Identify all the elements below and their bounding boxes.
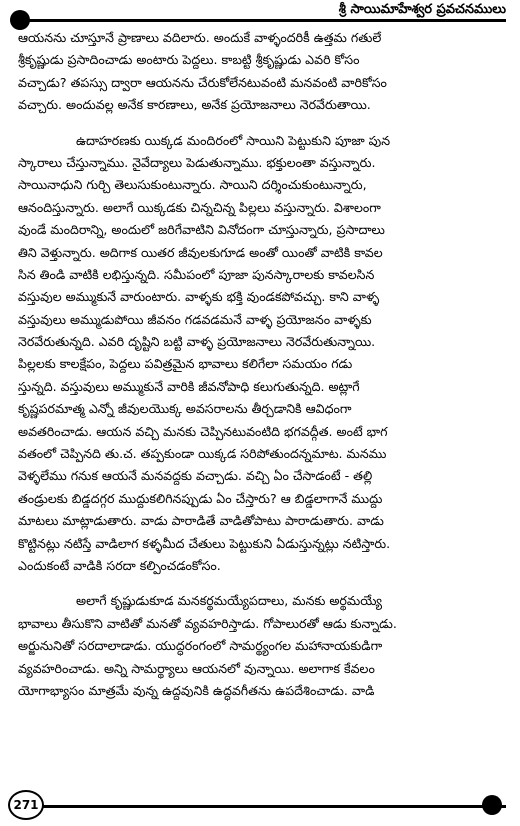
text-line: తండ్రులకు బిడ్డదగ్గర ముద్దుకలిగినప్పుడు ఏం చేస్తారు? ఆ బిడ్డలాగానే ముద్దు [18,490,383,506]
text-line: సాయినాధుని గుర్చి తెలుసుకుంటున్నారు. సాయిని దర్శించుకుంటున్నారు, [18,177,367,193]
text-line: శ్రీకృష్ణుడు ప్రసాదించాడు అంటారు పెద్దలు. కాబట్టి శ్రీకృష్ణుడు ఎవరి కోసం [18,52,360,68]
body-text [18,27,506,702]
text-line: వుండే మందిరాన్ని, అందులో జరిగేవాటిని వినోదంగా చూస్తున్నారు, ప్రసాదాలు [18,222,385,238]
text-line: అవతరించాడు. ఆయన వచ్చి మనకు చెప్పినటువంటిది భగవద్గీత. అంటే భాగ [18,423,388,439]
text-line: ఆనందిస్తున్నారు. అలాగే యిక్కడకు చిన్నచిన్న పిల్లలు వస్తున్నారు. విశాలంగా [18,199,381,215]
text-line: నెరవేరుతున్నది. ఎవరి దృష్టిని బట్టి వాళ్ళ ప్రయోజనాలు నెరవేరుతున్నాయి. [18,334,376,350]
text-line: స్కారాలు చేస్తున్నాము. నైవేద్యాలు పెడుతున్నాము. భక్తులంతా వస్తున్నారు. [18,154,376,170]
running-header: శ్రీ సాయిమాహేశ్వర ప్రవచనములు [333,0,506,19]
text-line: అలాగే కృష్ణుడుకూడ మనకర్థమయ్యేపదాలు, మనకు అర్థమయ్యే [76,593,383,609]
text-line: కృష్ణపరమాత్మ ఎన్నో జీవులయొక్క అవసరాలను తీర్చడానికి ఆవిధంగా [18,401,352,417]
page-number: 271 [8,790,44,820]
paragraph [18,590,506,702]
header-rule [18,19,506,22]
text-line: అర్జునునితో సరదాలాడాడు. యుద్ధరంగంలో సామర్థ్యంగల మహానాయకుడిగా [18,638,383,654]
text-line: ఎందుకంటే వాడికి సరదా కల్పించడంకోసం. [18,557,221,573]
footer-bullet-icon [482,795,502,815]
text-line: యోగాభ్యాసం మాత్రమే వున్న ఉద్దవునికి ఉద్ధవగీతను ఉపదేశించాడు. వాడి [18,682,375,698]
text-line: స్తున్నది. వస్తువులు అమ్ముకునే వారికి జీవనోపాధి కలుగుతున్నది. అట్లాగే [18,378,360,394]
text-line: వ్యవహరించాడు. అన్ని సామర్థ్యాలు ఆయనలో వున్నాయి. అలాగాక కేవలం [18,660,375,676]
text-line: భావాలు తీసుకొని వాటితో మనతో వ్యవహరిస్తాడు. గోపాలురతో ఆడు కున్నాడు. [18,615,397,631]
text-line: మాటలు మాట్లాడుతారు. వాడు పారాడితే వాడితోపాటు పారాడుతారు. వాడు [18,513,384,529]
text-line: వచ్చాడు? తపస్సు ద్వారా ఆయనను చేరుకోలేనటువంటి మనవంటి వారికోసం [18,74,387,90]
text-line: పిల్లలకు కాలక్షేపం, పెద్దలు పవిత్రమైన భావాలు కలిగేలా సమయం గడు [18,356,353,372]
text-line: వెళ్ళలేము గనుక ఆయనే మనవద్దకు వచ్చాడు. వచ్చి ఏం చేసాడంటే - తల్లి [18,468,373,484]
text-line: కొట్టినట్లు నటిస్తే వాడిలాగ కళ్ళమీద చేతులు పెట్టుకుని ఏడుస్తున్నట్లు నటిస్తారు. [18,535,391,551]
text-line: తిని వెళ్తున్నారు. అదిగాక యితర జీవులకుగూడ అంతో యింతో వాటికి కావల [18,244,383,260]
text-line: వచ్చారు. అందువల్ల అనేక కారణాలు, అనేక ప్రయోజనాలు నెరవేరుతాయి. [18,97,371,113]
text-line: వస్తువులు అమ్ముడుపోయి జీవనం గడవడమనే వాళ్ళ ప్రయోజనం వాళ్ళకు [18,311,372,327]
footer-rule [26,805,506,808]
paragraph [18,27,506,117]
text-line: సిన తిండి వాటికి లభిస్తున్నది. సమీపంలో పూజా పునస్కారాలకు కావలసిన [18,266,375,282]
text-line: వస్తువుల అమ్ముకునే వారుంటారు. వాళ్ళకు భక్తి వుండకపోవచ్చు. కాని వాళ్ళ [18,289,380,305]
text-line: ఆయనను చూస్తూనే ప్రాణాలు వదిలారు. అందుకే వాళ్ళందరికీ ఉత్తమ గతులే [18,30,382,45]
paragraph [18,130,506,578]
text-line: వతంలో చెప్పినది తు.చ. తప్పకుండా యిక్కడ సరిపోతుందన్నమాట. మనము [18,446,387,462]
text-line: ఉదాహరణకు యిక్కడ మందిరంలో సాయిని పెట్టుకుని పూజా పున [76,132,391,148]
